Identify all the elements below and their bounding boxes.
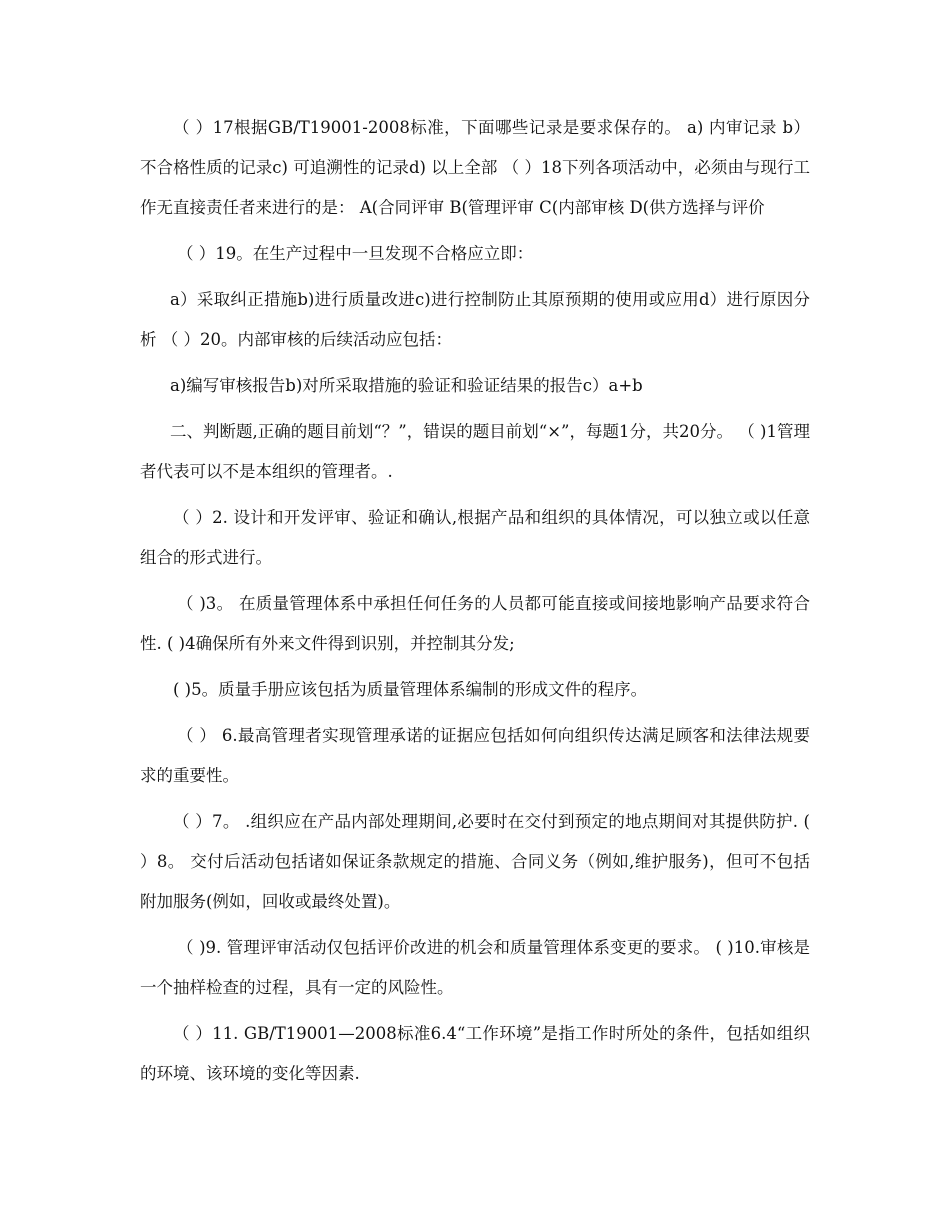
question-19: （ ）19。在生产过程中一旦发现不合格应立即： (177, 244, 534, 263)
tf-question-5: ( )5。质量手册应该包括为质量管理体系编制的形成文件的程序。 (173, 680, 648, 699)
question-20-options: a)编写审核报告b)对所采取措施的验证和验证结果的报告c）a+b (170, 376, 643, 395)
section-2-heading-and-tf-1: 二、判断题,正确的题目前划“？”，错误的题目前划“×”，每题1分，共20分。 （ )1管理者代表可以不是本组织的管理者。. (140, 422, 810, 481)
tf-question-9-10: （ )9. 管理评审活动仅包括评价改进的机会和质量管理体系变更的要求。 ( )10.审核是一个抽样检查的过程，具有一定的风险性。 (140, 938, 810, 997)
document-body (140, 108, 816, 1100)
tf-question-6: （ ） 6.最高管理者实现管理承诺的证据应包括如何向组织传达满足顾客和法律法规要求的重要性。 (140, 726, 810, 785)
question-19-options-and-20: a）采取纠正措施b)进行质量改进c)进行控制防止其原预期的使用或应用d）进行原因分析 （ ）20。内部审核的后续活动应包括： (140, 290, 810, 349)
tf-question-11: （ ）11. GB/T19001—2008标准6.4“工作环境”是指工作时所处的条件，包括如组织的环境、该环境的变化等因素. (140, 1024, 810, 1083)
question-17-18: （ ）17根据GB/T19001-2008标准，下面哪些记录是要求保存的。 a) 内审记录 b） 不合格性质的记录c) 可追溯性的记录d) 以上全部 （ ）18下列各项活动中，必须由与现行工作无直接责任者来进行的是： A(合同评审 B(管理评审 C(内部审核 D(供方选择与评价 (140, 118, 816, 217)
tf-question-7-8: （ ）7。 .组织应在产品内部处理期间,必要时在交付到预定的地点期间对其提供防护. ( ）8。 交付后活动包括诸如保证条款规定的措施、合同义务（例如,维护服务)，但可不包括附加服务(例如，回收或最终处置)。 (140, 812, 816, 911)
tf-question-2: （ ）2. 设计和开发评审、验证和确认,根据产品和组织的具体情况，可以独立或以任意组合的形式进行。 (140, 508, 810, 567)
tf-question-3-4: （ )3。 在质量管理体系中承担任何任务的人员都可能直接或间接地影响产品要求符合性. ( )4确保所有外来文件得到识别，并控制其分发; (140, 594, 810, 653)
